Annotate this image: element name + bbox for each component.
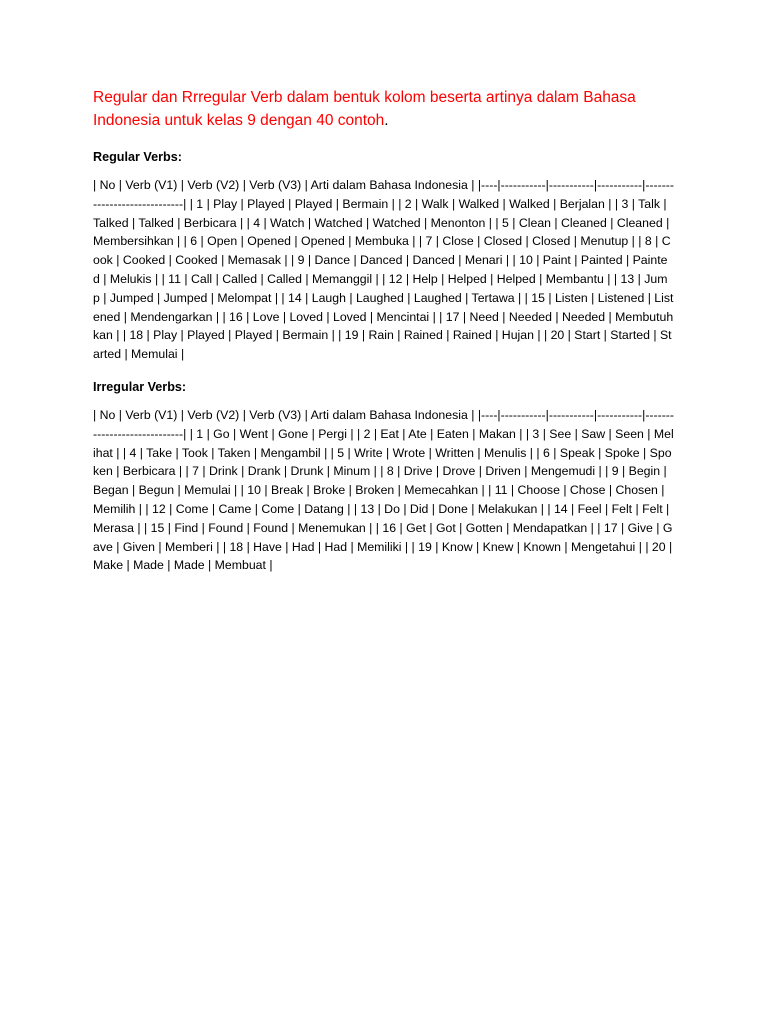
document-title-period: . <box>384 112 389 129</box>
document-title <box>93 86 674 132</box>
irregular-verbs-heading: Irregular Verbs: <box>93 379 187 394</box>
regular-verbs-table-text: | No | Verb (V1) | Verb (V2) | Verb (V3) | Arti dalam Bahasa Indonesia | |----|-----------|-----------|-----------|-----------------------------| | 1 | Play | Played | Played | Bermain | | 2 | Walk | Walked | Walked | Berjalan | | 3 | Talk | Talked | Talked | Berbicara | | 4 | Watch | Watched | Watched | Menonton | | 5 | Clean | Cleaned | Cleaned | Membersihkan | | 6 | Open | Opened | Opened | Membuka | | 7 | Close | Closed | Closed | Menutup | | 8 | Cook | Cooked | Cooked | Memasak | | 9 | Dance | Danced | Danced | Menari | | 10 | Paint | Painted | Painted | Melukis | | 11 | Call | Called | Called | Memanggil | | 12 | Help | Helped | Helped | Membantu | | 13 | Jump | Jumped | Jumped | Melompat | | 14 | Laugh | Laughed | Laughed | Tertawa | | 15 | Listen | Listened | Listened | Mendengarkan | | 16 | Love | Loved | Loved | Mencintai | | 17 | Need | Needed | Needed | Membutuhkan | | 18 | Play | Played | Played | Bermain | | 19 | Rain | Rained | Rained | Hujan | | 20 | Start | Started | Started | Memulai | <box>93 178 674 362</box>
irregular-verbs-table-text: | No | Verb (V1) | Verb (V2) | Verb (V3) | Arti dalam Bahasa Indonesia | |----|-----------|-----------|-----------|-----------------------------| | 1 | Go | Went | Gone | Pergi | | 2 | Eat | Ate | Eaten | Makan | | 3 | See | Saw | Seen | Melihat | | 4 | Take | Took | Taken | Mengambil | | 5 | Write | Wrote | Written | Menulis | | 6 | Speak | Spoke | Spoken | Berbicara | | 7 | Drink | Drank | Drunk | Minum | | 8 | Drive | Drove | Driven | Mengemudi | | 9 | Begin | Began | Begun | Memulai | | 10 | Break | Broke | Broken | Memecahkan | | 11 | Choose | Chose | Chosen | Memilih | | 12 | Come | Came | Come | Datang | | 13 | Do | Did | Done | Melakukan | | 14 | Feel | Felt | Felt | Merasa | | 15 | Find | Found | Found | Menemukan | | 16 | Get | Got | Gotten | Mendapatkan | | 17 | Give | Gave | Given | Memberi | | 18 | Have | Had | Had | Memiliki | | 19 | Know | Knew | Known | Mengetahui | | 20 | Make | Made | Made | Membuat | <box>93 407 674 573</box>
regular-verbs-heading: Regular Verbs: <box>93 150 182 164</box>
document-title-main: Regular dan Rrregular Verb dalam bentuk kolom beserta artinya dalam Bahasa Indonesia untuk kelas 9 dengan 40 contoh <box>93 89 636 129</box>
